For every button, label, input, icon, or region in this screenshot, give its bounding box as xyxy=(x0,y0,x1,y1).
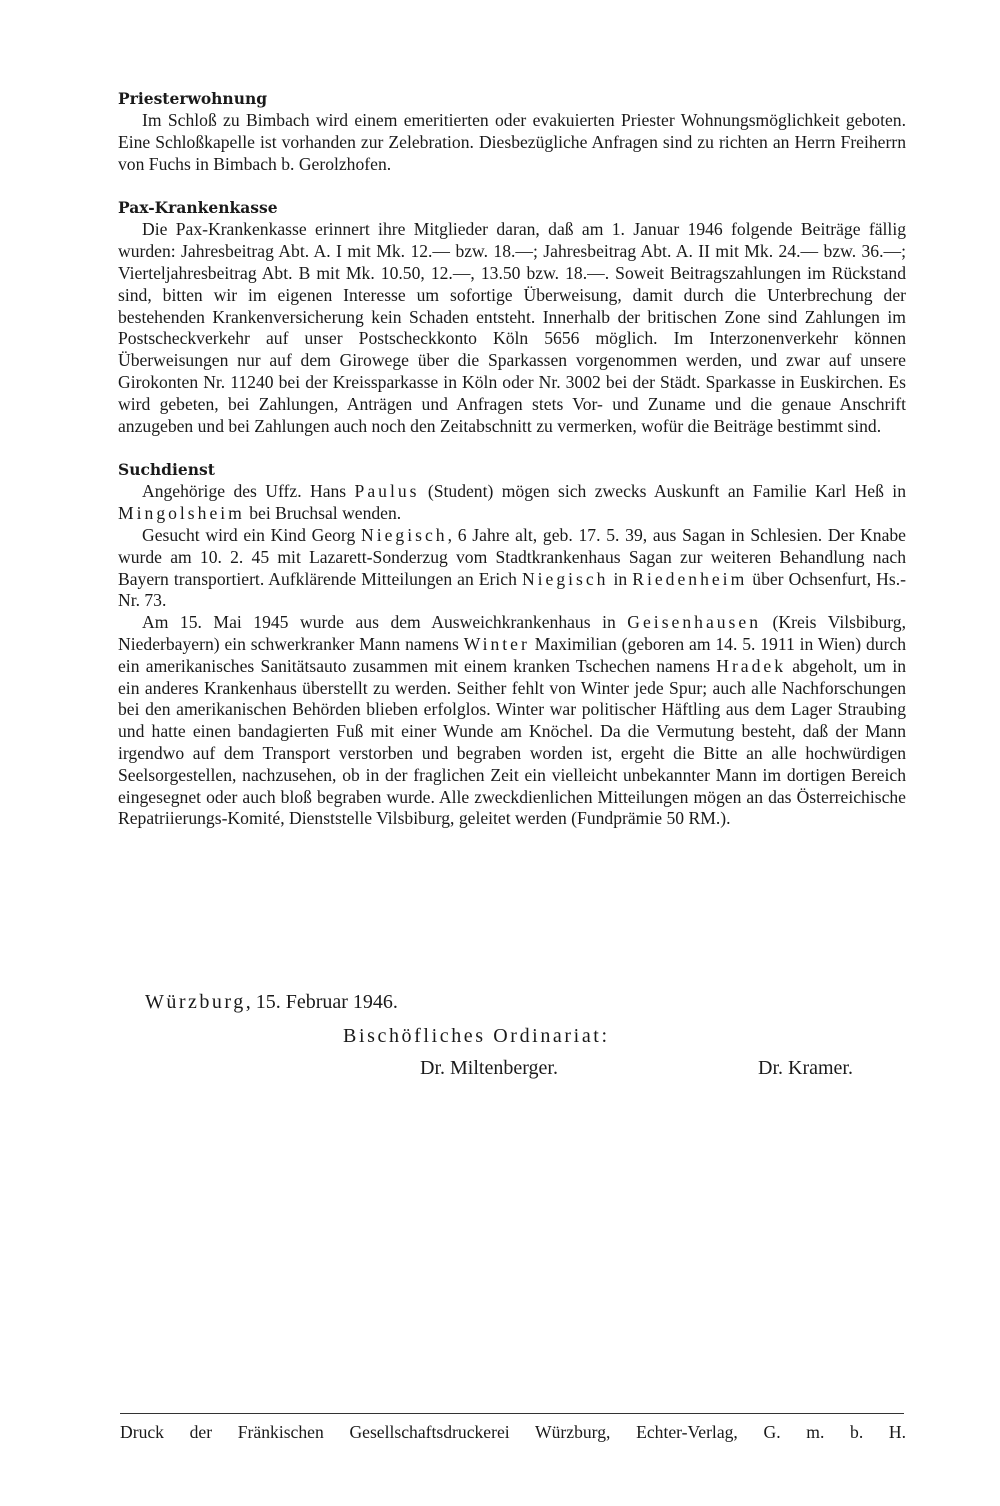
section-paragraph xyxy=(118,525,906,612)
text-run: (Student) mögen sich zwecks Auskunft an Familie Karl Heß in xyxy=(419,481,906,502)
place-name: Würzburg xyxy=(145,991,246,1013)
spaced-name: Niegisch xyxy=(361,524,448,545)
spaced-name: Winter xyxy=(463,633,530,654)
text-run: in xyxy=(608,568,633,589)
spaced-place: Geisenhausen xyxy=(627,612,762,633)
spaced-name: Paulus xyxy=(354,481,420,502)
text-run: Gesucht wird ein Kind Georg xyxy=(142,524,362,545)
place-date xyxy=(145,990,398,1014)
text-run: Am 15. Mai 1945 wurde aus dem Ausweichkrankenhaus in xyxy=(142,612,628,633)
section-heading: Pax-Krankenkasse xyxy=(118,198,278,218)
section-heading: Suchdienst xyxy=(118,460,215,480)
section-paragraph: Die Pax-Krankenkasse erinnert ihre Mitglieder daran, daß am 1. Januar 1946 folgende Beiträge fällig wurden: Jahresbeitrag Abt. A. I mit Mk. 12.— bzw. 18.—; Jahresbeitrag Abt. A. II mit Mk. 24.— bzw. 36.—; Vierteljahresbeitrag Abt. B mit Mk. 10.50, 12.—, 13.50 bzw. 18.—. Soweit Beitragszahlungen im Rückstand sind, bitten wir im eigenen Interesse um sofortige Überweisung, damit durch die Unterbrechung der bestehenden Krankenversicherung kein Schaden entsteht. Innerhalb der britischen Zone sind Zahlungen im Postscheckverkehr auf unser Postscheckkonto Köln 5656 möglich. Im Interzonenverkehr können Überweisungen nur auf dem Girowege über die Sparkassen vorgenommen werden, und zwar auf unsere Girokonten Nr. 11240 bei der Kreissparkasse in Köln oder Nr. 3002 bei der Städt. Sparkasse in Euskirchen. Es wird gebeten, bei Zahlungen, Anträgen und Anfragen stets Vor- und Zuname und die genaue Anschrift anzugeben und bei Zahlungen auch noch den Zeitabschnitt zu vermerken, wofür die Beiträge bestimmt sind. xyxy=(118,219,906,436)
printer-imprint: Druck der Fränkischen Gesellschaftsdruckerei Würzburg, Echter-Verlag, G. m. b. H. xyxy=(120,1422,906,1442)
spaced-name: Niegisch xyxy=(521,568,609,589)
section-priesterwohnung xyxy=(118,88,906,175)
text-run: Angehörige des Uffz. Hans xyxy=(142,481,355,502)
section-heading: Priesterwohnung xyxy=(118,89,268,108)
date-text: , 15. Februar 1946. xyxy=(245,991,398,1013)
section-paragraph xyxy=(118,481,906,525)
spaced-name: Hradek xyxy=(716,655,787,676)
section-pax-krankenkasse xyxy=(118,197,906,437)
spaced-place: Mingolsheim xyxy=(118,503,245,524)
text-run: über Ochsenfurt, Hs.-Nr. 73. xyxy=(118,568,906,611)
section-paragraph: Im Schloß zu Bimbach wird einem emeritierten oder evakuierten Priester Wohnungsmöglichkeit geboten. Eine Schloßkapelle ist vorhanden zur Zelebration. Diesbezügliche Anfragen sind zu richten an Herrn Freiherrn von Fuchs in Bimbach b. Gerolzhofen. xyxy=(118,110,906,174)
signatory-1: Dr. Miltenberger. xyxy=(420,1057,558,1079)
text-run: abgeholt, um in ein anderes Krankenhaus überstellt zu werden. Seither fehlt von Winter jede Spur; auch alle Nachforschungen bei den amerikanischen Behörden blieben erfolglos. Winter war politischer Häftling aus dem Lager Straubing und hatte einen bandagierten Fuß mit einer Wunde am Knöchel. Da die Vermutung besteht, daß der Mann irgendwo auf dem Transport verstorben und begraben worden ist, ergeht die Bitte an alle hochwürdigen Seelsorgestellen, nachzusehen, ob in der fraglichen Zeit ein vielleicht unbekannter Mann im dortigen Bereich eingesegnet oder auch bloß begraben wurde. Alle zweckdienlichen Mitteilungen mögen an das Österreichische Repatriierungs-Komité, Dienststelle Vilsbiburg, geleitet werden (Fundprämie 50 RM.). xyxy=(118,655,906,829)
text-run: bei Bruchsal wenden. xyxy=(244,503,402,524)
page-body xyxy=(118,88,906,852)
footer-divider xyxy=(120,1413,904,1414)
text-run: Maximilian (geboren am 14. 5. 1911 in Wien) durch ein amerikanisches Sanitätsauto zusammen mit einem kranken Tschechen namens xyxy=(118,633,906,676)
signatory-2: Dr. Kramer. xyxy=(758,1057,853,1079)
issuing-office: Bischöfliches Ordinariat: xyxy=(343,1025,610,1047)
section-suchdienst xyxy=(118,459,906,830)
section-paragraph xyxy=(118,612,906,830)
spaced-place: Riedenheim xyxy=(632,568,748,589)
text-run: (Kreis Vilsbiburg, Niederbayern) ein schwerkranker Mann namens xyxy=(118,612,906,654)
text-run: , 6 Jahre alt, geb. 17. 5. 39, aus Sagan in Schlesien. Der Knabe wurde am 10. 2. 45 mit Lazarett-Sonderzug vom Stadtkrankenhaus Sagan zur weiteren Behandlung nach Bayern transportiert. Aufklärende Mitteilungen an Erich xyxy=(118,524,906,589)
